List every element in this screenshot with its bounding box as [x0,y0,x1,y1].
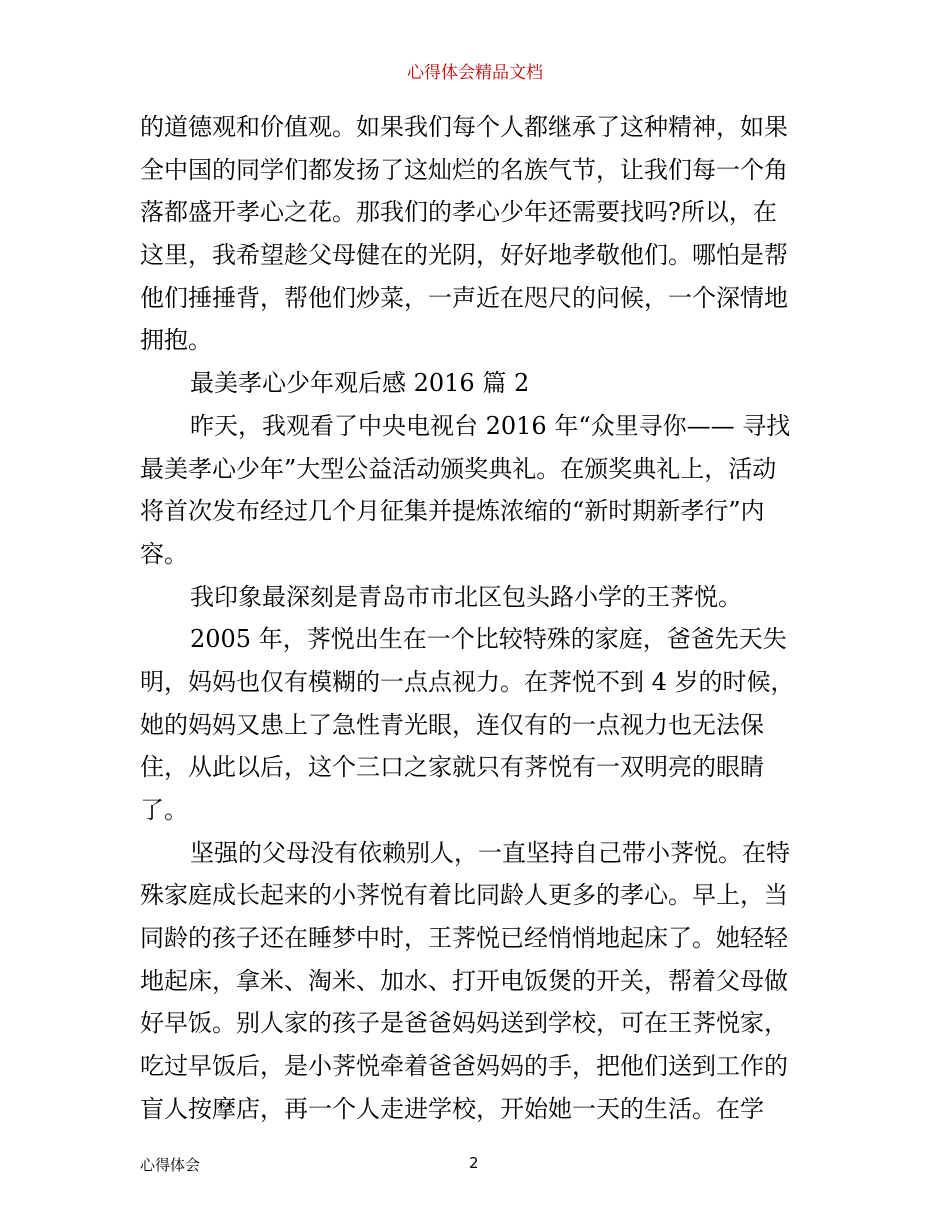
text-line: 容。 [140,539,188,568]
text-line: 同龄的孩子还在睡梦中时，王荠悦已经悄悄地起床了。她轻轻 [140,924,788,953]
text-line: 我印象最深刻是青岛市市北区包头路小学的王荠悦。 [190,582,742,611]
text-line: 住，从此以后，这个三口之家就只有荠悦有一双明亮的眼睛 [140,753,764,782]
text-line: 落都盛开孝心之花。那我们的孝心少年还需要找吗?所以，在 [140,198,777,227]
text-line: 这里，我希望趁父母健在的光阴，好好地孝敬他们。哪怕是帮 [140,241,788,270]
text-line: 最美孝心少年”大型公益活动颁奖典礼。在颁奖典礼上，活动 [140,454,777,483]
text-line: 盲人按摩店，再一个人走进学校，开始她一天的生活。在学 [140,1094,764,1123]
text-line: 全中国的同学们都发扬了这灿烂的名族气节，让我们每一个角 [140,155,788,184]
text-line: 吃过早饭后，是小荠悦牵着爸爸妈妈的手，把他们送到工作的 [140,1052,788,1081]
text-line: 拥抱。 [140,326,212,355]
text-line: 明，妈妈也仅有模糊的一点点视力。在荠悦不到 4 岁的时候， [140,667,795,696]
text-line: 他们捶捶背，帮他们炒菜，一声近在咫尺的问候，一个深情地 [140,283,788,312]
text-line: 她的妈妈又患上了急性青光眼，连仅有的一点视力也无法保 [140,710,764,739]
text-line: 地起床，拿米、淘米、加水、打开电饭煲的开关，帮着父母做 [140,966,788,995]
text-line: 殊家庭成长起来的小荠悦有着比同龄人更多的孝心。早上，当 [140,881,788,910]
text-line: 将首次发布经过几个月征集并提炼浓缩的“新时期新孝行”内 [140,497,765,526]
footer-label: 心得体会 [140,1156,201,1174]
text-line: 坚强的父母没有依赖别人，一直坚持自己带小荠悦。在特 [190,838,790,867]
text-line: 好早饭。别人家的孩子是爸爸妈妈送到学校，可在王荠悦家， [140,1009,788,1038]
page-number: 2 [469,1154,479,1172]
page-header-title: 心得体会精品文档 [407,63,543,83]
section-heading: 最美孝心少年观后感 2016 篇 2 [190,369,530,398]
text-line: 2005 年，荠悦出生在一个比较特殊的家庭，爸爸先天失 [190,625,787,654]
document-body [140,106,812,1131]
text-line: 的道德观和价值观。如果我们每个人都继承了这种精神，如果 [140,113,788,141]
text-line: 昨天，我观看了中央电视台 2016 年“众里寻你—— 寻找 [190,411,791,440]
text-line: 了。 [140,796,188,824]
